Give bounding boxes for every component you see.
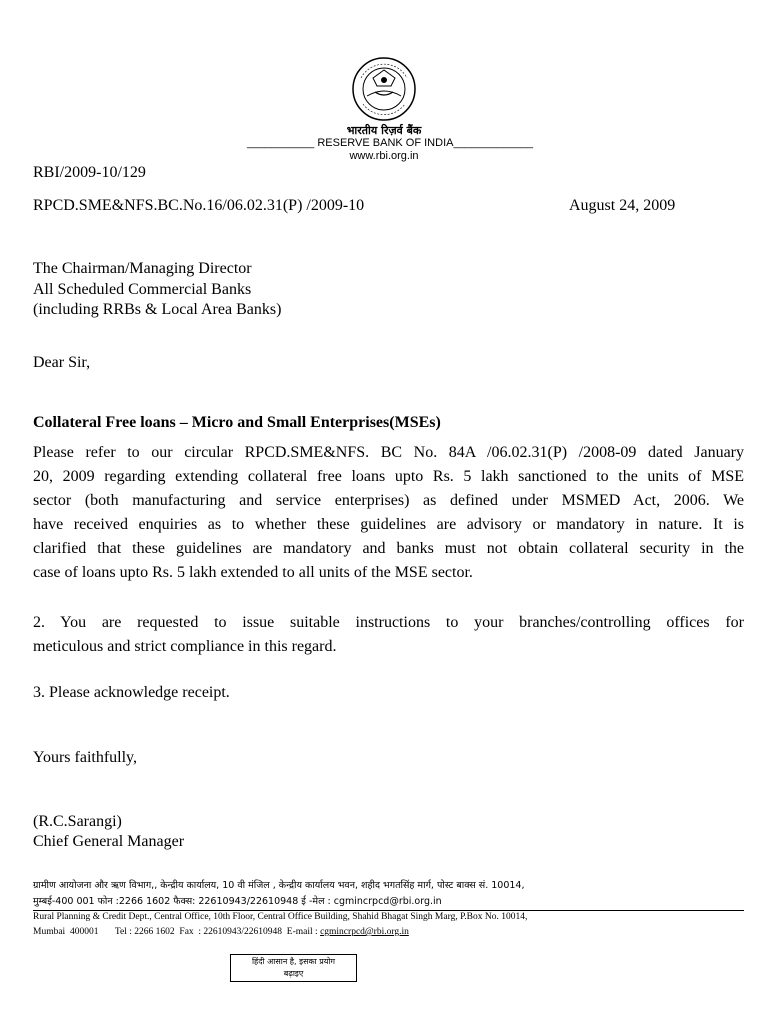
hindi-promotion-line-2: बढ़ाइए bbox=[283, 969, 304, 978]
addressee-line-1: The Chairman/Managing Director bbox=[33, 260, 252, 277]
footer-address-hindi-2: मुम्बई-400 001 फोन :2266 1602 फैक्स: 22610943/22610948 ई -मेल : cgmincrpcd@rbi.org.in bbox=[33, 896, 442, 907]
hindi-promotion-box bbox=[230, 954, 357, 982]
bank-name-hindi: भारतीय रिज़र्व बैंक bbox=[346, 124, 422, 137]
hindi-promotion-line-1: हिंदी आसान है, इसका प्रयोग bbox=[251, 957, 336, 966]
paragraph-2-line: meticulous and strict compliance in this regard. bbox=[33, 638, 337, 655]
footer-contact-english bbox=[33, 927, 409, 937]
footer-address-hindi-1: ग्रामीण आयोजना और ऋण विभाग,, केन्द्रीय कार्यालय, 10 वी मंजिल , केन्द्रीय कार्यालय भवन, शहीद भगतसिंह मार्ग, पोस्ट बाक्स सं. 10014, bbox=[33, 880, 525, 891]
closing-text: Yours faithfully, bbox=[33, 749, 138, 766]
paragraph-1 bbox=[33, 441, 744, 585]
salutation: Dear Sir, bbox=[33, 354, 91, 371]
circular-date: August 24, 2009 bbox=[569, 197, 676, 214]
addressee-line-3: (including RRBs & Local Area Banks) bbox=[33, 301, 282, 318]
footer-contact-text: Mumbai 400001 Tel : 2266 1602 Fax : 22610943/22610948 E-mail : bbox=[33, 927, 321, 937]
email-link[interactable]: cgmincrpcd@rbi.org.in bbox=[320, 927, 409, 937]
paragraph-1-line: sector (both manufacturing and service enterprises) as defined under MSMED Act, 2006. We bbox=[33, 492, 744, 509]
paragraph-1-line: case of loans upto Rs. 5 lakh extended to all units of the MSE sector. bbox=[33, 564, 473, 581]
signatory-name: (R.C.Sarangi) bbox=[33, 813, 122, 830]
paragraph-1-line: 20, 2009 regarding extending collateral free loans upto Rs. 5 lakh sanctioned to the units of MSE bbox=[33, 468, 744, 485]
paragraph-3: 3. Please acknowledge receipt. bbox=[33, 684, 230, 701]
paragraph-2-line: 2. You are requested to issue suitable instructions to your branches/controlling offices for bbox=[33, 614, 744, 631]
paragraph-1-line: have received enquiries as to whether these guidelines are advisory or mandatory in nature. It is bbox=[33, 516, 744, 533]
paragraph-1-line: Please refer to our circular RPCD.SME&NFS. BC No. 84A /06.02.31(P) /2008-09 dated January bbox=[33, 444, 744, 461]
signatory-title: Chief General Manager bbox=[33, 833, 185, 850]
paragraph-2 bbox=[33, 611, 744, 659]
footer-divider bbox=[33, 910, 744, 911]
subject-heading: Collateral Free loans – Micro and Small Enterprises(MSEs) bbox=[33, 414, 441, 431]
website-text: www.rbi.org.in bbox=[349, 150, 419, 162]
addressee-line-2: All Scheduled Commercial Banks bbox=[33, 281, 252, 298]
circular-number: RPCD.SME&NFS.BC.No.16/06.02.31(P) /2009-10 bbox=[33, 197, 365, 214]
footer-address-english-1: Rural Planning & Credit Dept., Central Office, 10th Floor, Central Office Building, Shahid Bhagat Singh Marg, P.Box No. 10014, bbox=[33, 912, 528, 922]
paragraph-1-line: clarified that these guidelines are mandatory and banks must not obtain collateral security in the bbox=[33, 540, 744, 557]
rbi-reference-number: RBI/2009-10/129 bbox=[33, 164, 146, 181]
rbi-seal-logo bbox=[351, 56, 417, 122]
bank-name-english: ___________ RESERVE BANK OF INDIA_____________ bbox=[247, 137, 533, 149]
